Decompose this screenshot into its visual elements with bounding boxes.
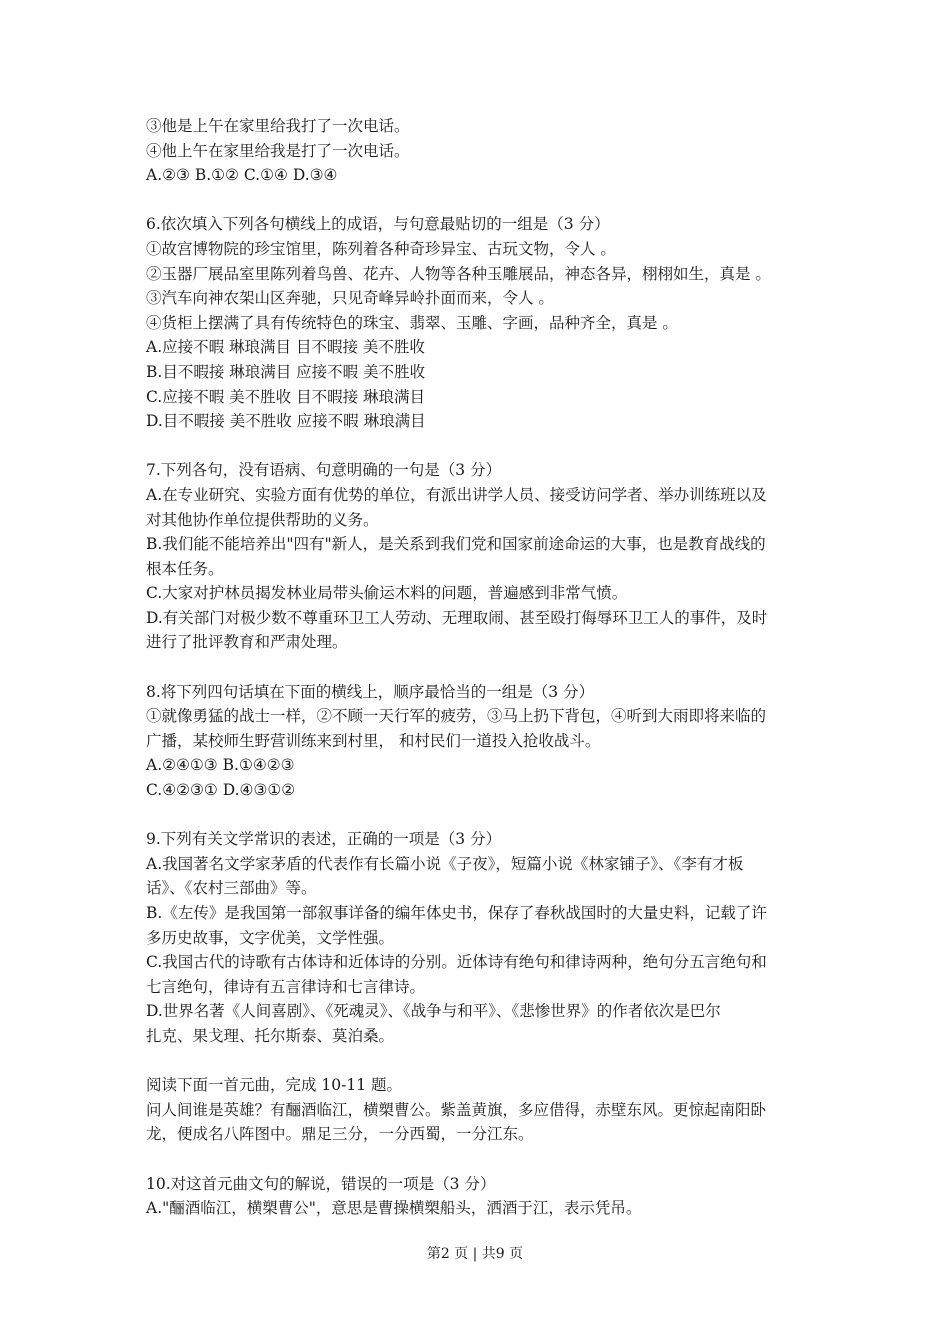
text-line: A.②③ B.①② C.①④ D.③④	[146, 166, 338, 185]
text-line: ①故宫博物院的珍宝馆里，陈列着各种奇珍异宝、古玩文物，令人 。	[146, 239, 616, 258]
text-line: 七言绝句，律诗有五言律诗和七言律诗。	[146, 977, 426, 996]
text-line: 7.下列各句，没有语病、句意明确的一句是（3 分）	[146, 461, 502, 480]
text-line: 话》、《农村三部曲》等。	[146, 879, 317, 898]
text-line: 问人间谁是英雄？有酾酒临江，横槊曹公。紫盖黄旗，多应借得，赤壁东风。更惊起南阳卧	[146, 1100, 767, 1119]
text-line: B.我们能不能培养出"四有"新人，是关系到我们党和国家前途命运的大事，也是教育战线的	[146, 535, 766, 554]
text-line: ②玉器厂展品室里陈列着鸟兽、花卉、人物等各种玉雕展品，神态各异，栩栩如生，真是 。	[146, 264, 771, 283]
paragraph-gap	[146, 803, 808, 828]
text-line: D.世界名著《人间喜剧》、《死魂灵》、《战争与和平》、《悲惨世界》的作者依次是巴尔	[146, 1002, 721, 1021]
text-line: 阅读下面一首元曲，完成 10-11 题。	[146, 1076, 403, 1095]
paragraph-gap	[146, 1147, 808, 1172]
text-line: ①就像勇猛的战士一样，②不顾一天行军的疲劳，③马上扔下背包，④听到大雨即将来临的	[146, 707, 767, 726]
text-line: 龙，便成名八阵图中。鼎足三分，一分西蜀，一分江东。	[146, 1125, 534, 1144]
exam-text	[146, 114, 808, 1221]
text-line: 6.依次填入下列各句横线上的成语，与句意最贴切的一组是（3 分）	[146, 215, 610, 234]
text-line: 广播，某校师生野营训练来到村里， 和村民们一道投入抢收战斗。	[146, 731, 601, 750]
text-line: D.有关部门对极少数不尊重环卫工人劳动、无理取闹、甚至殴打侮辱环卫工人的事件，及时	[146, 608, 768, 627]
text-line: 10.对这首元曲文句的解说，错误的一项是（3 分）	[146, 1174, 496, 1193]
text-line: ④他上午在家里给我是打了一次电话。	[146, 141, 410, 160]
page-footer: 第2 页 | 共9 页	[426, 1246, 524, 1262]
text-line: 9.下列有关文学常识的表述，正确的一项是（3 分）	[146, 830, 502, 849]
text-line: 扎克、果戈理、托尔斯泰、莫泊桑。	[146, 1026, 395, 1045]
text-line: 根本任务。	[146, 559, 224, 578]
paragraph-gap	[146, 1049, 808, 1074]
paragraph-gap	[146, 188, 808, 213]
text-line: ④货柜上摆满了具有传统特色的珠宝、翡翠、玉雕、字画，品种齐全，真是 。	[146, 313, 678, 332]
text-line: ③他是上午在家里给我打了一次电话。	[146, 117, 410, 135]
text-line: 对其他协作单位提供帮助的义务。	[146, 510, 379, 529]
text-line: A.应接不暇 琳琅满目 目不暇接 美不胜收	[146, 338, 425, 357]
text-line: B.《左传》是我国第一部叙事详备的编年体史书，保存了春秋战国时的大量史料，记载了许	[146, 904, 767, 922]
text-line: B.目不暇接 琳琅满目 应接不暇 美不胜收	[146, 362, 426, 381]
text-line: A.我国著名文学家茅盾的代表作有长篇小说《子夜》，短篇小说《林家铺子》、《李有才板	[146, 854, 744, 873]
text-line: D.目不暇接 美不胜收 应接不暇 琳琅满目	[146, 412, 426, 431]
text-line: 进行了批评教育和严肃处理。	[146, 633, 348, 652]
paragraph-gap	[146, 434, 808, 459]
text-line: A.在专业研究、实验方面有优势的单位，有派出讲学人员、接受访问学者、举办训练班以及	[146, 485, 767, 504]
text-line: 多历史故事，文字优美，文学性强。	[146, 928, 395, 947]
text-line: C.我国古代的诗歌有古体诗和近体诗的分别。近体诗有绝句和律诗两种，绝句分五言绝句和	[146, 953, 767, 972]
text-line: A."酾酒临江，横槊曹公"，意思是曹操横槊船头，洒酒于江，表示凭吊。	[146, 1199, 642, 1218]
text-line: 8.将下列四句话填在下面的横线上，顺序最恰当的一组是（3 分）	[146, 682, 595, 701]
text-line: A.②④①③ B.①④②③	[146, 756, 295, 775]
text-line: C.④②③① D.④③①②	[146, 781, 296, 800]
text-line: ③汽车向神农架山区奔驰，只见奇峰异岭扑面而来，令人 。	[146, 289, 554, 308]
text-line: C.大家对护林员揭发林业局带头偷运木料的问题，普遍感到非常气愤。	[146, 584, 628, 603]
paragraph-gap	[146, 655, 808, 680]
text-line: C.应接不暇 美不胜收 目不暇接 琳琅满目	[146, 387, 426, 406]
